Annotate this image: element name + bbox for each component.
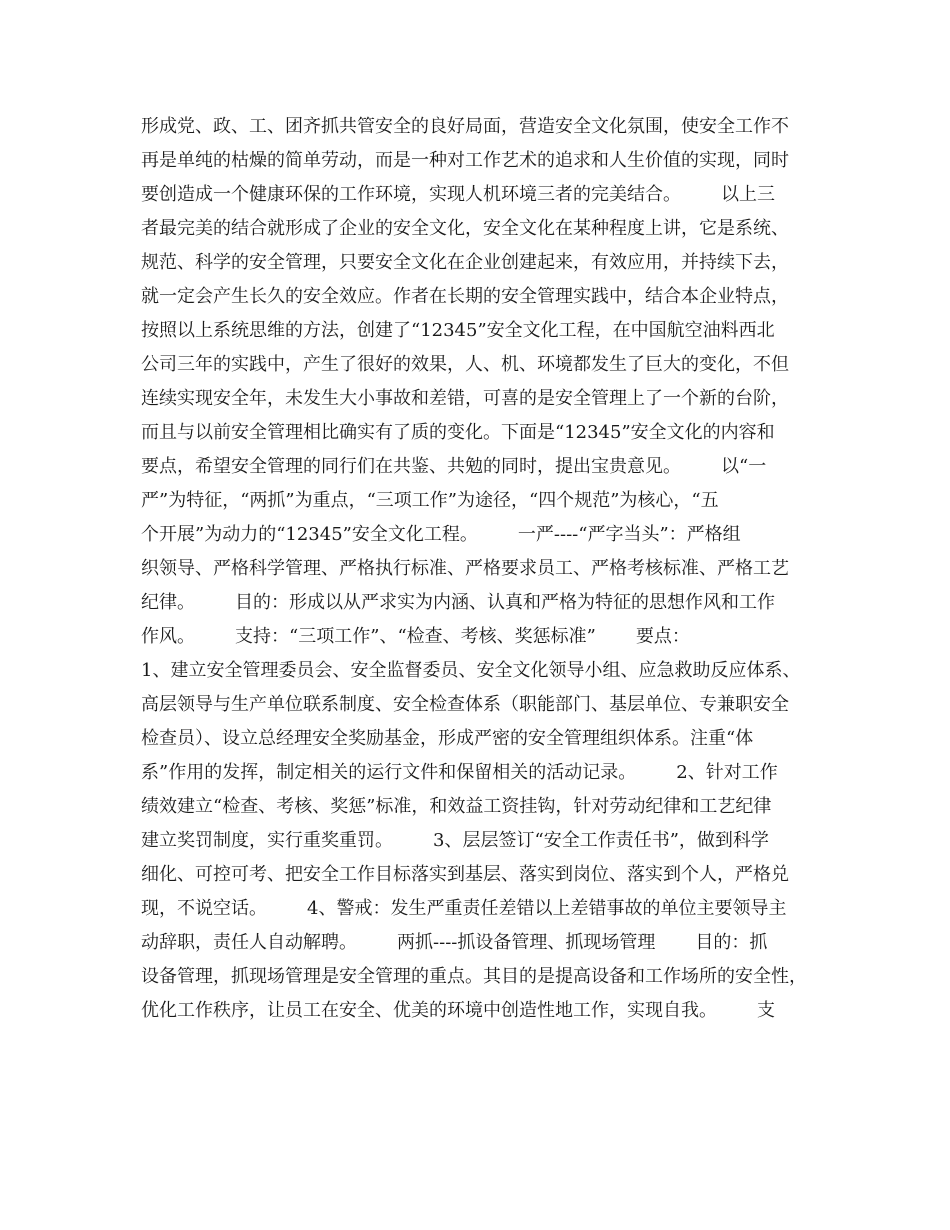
text-line: 公司三年的实践中，产生了很好的效果，人、机、环境都发生了巨大的变化，不但 bbox=[141, 354, 789, 375]
text-line: 1、建立安全管理委员会、安全监督委员、安全文化领导小组、应急救助反应体系、 bbox=[141, 660, 801, 681]
text-line: 现，不说空话。 4、警戒：发生严重责任差错以上差错事故的单位主要领导主 bbox=[141, 898, 787, 919]
text-line: 纪律。 目的：形成以从严求实为内涵、认真和严格为特征的思想作风和工作 bbox=[141, 592, 776, 613]
text-line: 高层领导与生产单位联系制度、安全检查体系（职能部门、基层单位、专兼职安全 bbox=[141, 694, 789, 715]
text-line: 检查员）、设立总经理安全奖励基金，形成严密的安全管理组织体系。注重“体 bbox=[141, 728, 754, 749]
text-line: 优化工作秩序，让员工在安全、优美的环境中创造性地工作，实现自我。 支 bbox=[141, 1000, 776, 1021]
text-line: 细化、可控可考、把安全工作目标落实到基层、落实到岗位、落实到个人，严格兑 bbox=[141, 864, 789, 885]
text-line: 建立奖罚制度，实行重奖重罚。 3、层层签订“安全工作责任书”，做到科学 bbox=[141, 830, 769, 851]
text-line: 织领导、严格科学管理、严格执行标准、严格要求员工、严格考核标准、严格工艺 bbox=[141, 558, 789, 579]
text-line: 就一定会产生长久的安全效应。作者在长期的安全管理实践中，结合本企业特点， bbox=[141, 286, 789, 307]
text-line: 系”作用的发挥，制定相关的运行文件和保留相关的活动记录。 2、针对工作 bbox=[141, 762, 778, 783]
text-line: 者最完美的结合就形成了企业的安全文化，安全文化在某种程度上讲，它是系统、 bbox=[141, 218, 789, 239]
text-line: 规范、科学的安全管理，只要安全文化在企业创建起来，有效应用，并持续下去， bbox=[141, 252, 789, 273]
text-line: 按照以上系统思维的方法，创建了“12345”安全文化工程，在中国航空油料西北 bbox=[141, 320, 775, 341]
text-line: 设备管理，抓现场管理是安全管理的重点。其目的是提高设备和工作场所的安全性， bbox=[141, 966, 807, 987]
text-line: 要创造成一个健康环保的工作环境，实现人机环境三者的完美结合。 以上三 bbox=[141, 184, 776, 205]
text-line: 再是单纯的枯燥的简单劳动，而是一种对工作艺术的追求和人生价值的实现，同时 bbox=[141, 150, 789, 171]
text-line: 形成党、政、工、团齐抓共管安全的良好局面，营造安全文化氛围，使安全工作不 bbox=[141, 116, 789, 137]
text-line: 绩效建立“检查、考核、奖惩”标准，和效益工资挂钩，针对劳动纪律和工艺纪律 bbox=[141, 796, 772, 817]
text-line: 而且与以前安全管理相比确实有了质的变化。下面是“12345”安全文化的内容和 bbox=[141, 422, 775, 443]
text-line: 严”为特征，“两抓”为重点，“三项工作”为途径，“四个规范”为核心，“五 bbox=[141, 490, 719, 511]
text-line: 动辞职，责任人自动解聘。 两抓----抓设备管理、抓现场管理 目的：抓 bbox=[141, 932, 768, 953]
text-line: 要点，希望安全管理的同行们在共鉴、共勉的同时，提出宝贵意见。 以“一 bbox=[141, 456, 767, 477]
text-line: 连续实现安全年，未发生大小事故和差错，可喜的是安全管理上了一个新的台阶， bbox=[141, 388, 789, 409]
text-line: 作风。 支持：“三项工作”、“检查、考核、奖惩标准” 要点： bbox=[141, 626, 690, 647]
body-text bbox=[141, 110, 821, 1028]
text-line: 个开展”为动力的“12345”安全文化工程。 一严----“严字当头”：严格组 bbox=[141, 524, 741, 545]
